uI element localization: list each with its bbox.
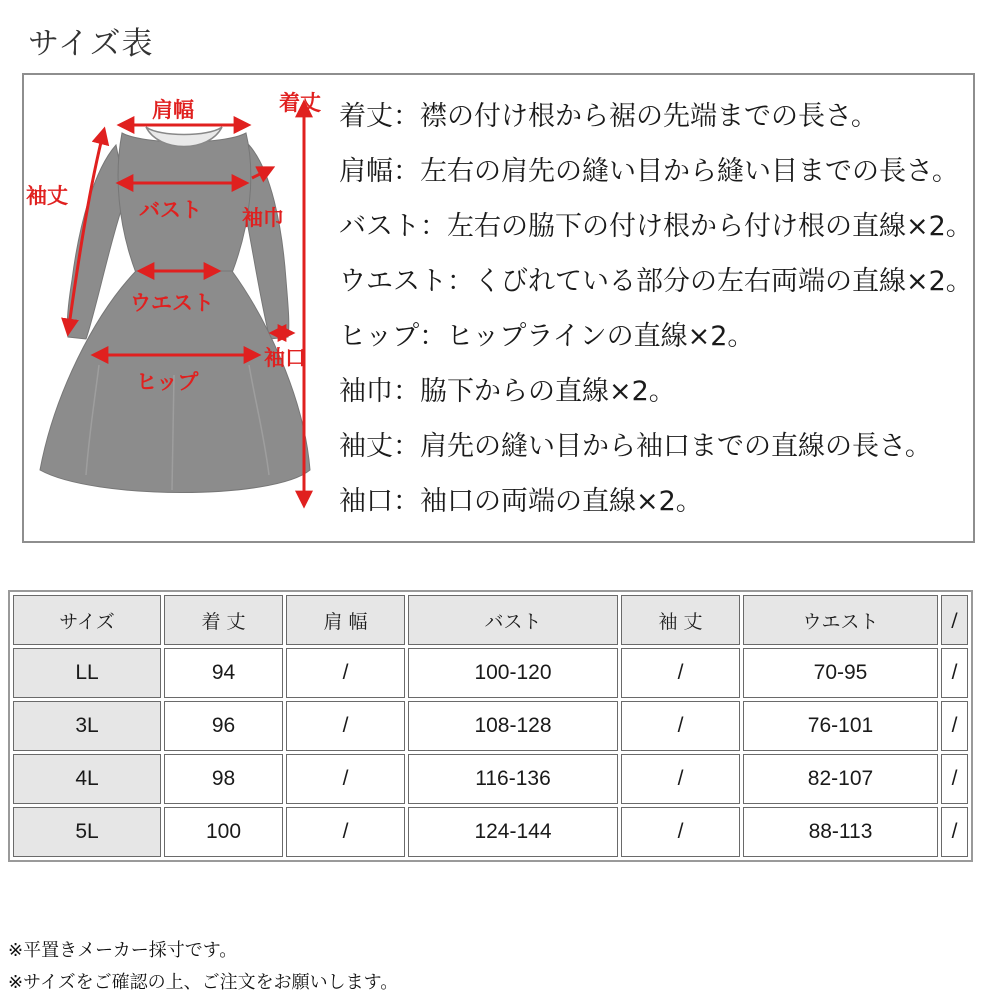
table-row xyxy=(13,754,968,804)
table-cell: / xyxy=(621,701,740,751)
header-cell: 肩 幅 xyxy=(286,595,405,645)
table-row xyxy=(13,701,968,751)
definition-item: ウエスト：くびれている部分の左右両端の直線×2。 xyxy=(339,266,973,297)
size-cell: 3L xyxy=(13,701,161,751)
header-cell: 着 丈 xyxy=(164,595,283,645)
table-cell: / xyxy=(286,701,405,751)
label-sleeve-width: 袖巾 xyxy=(242,206,284,230)
header-cell: サイズ xyxy=(13,595,161,645)
table-row xyxy=(13,648,968,698)
table-cell: 76-101 xyxy=(743,701,938,751)
table-row xyxy=(13,807,968,857)
label-cuff: 袖口 xyxy=(264,346,306,370)
label-shoulder: 肩幅 xyxy=(152,98,194,122)
size-cell: 4L xyxy=(13,754,161,804)
measurement-definitions xyxy=(339,89,973,529)
table-cell: 100-120 xyxy=(408,648,618,698)
table-cell: / xyxy=(286,754,405,804)
note-line: ※平置きメーカー採寸です。 xyxy=(8,940,238,961)
header-cell: バスト xyxy=(408,595,618,645)
table-cell: / xyxy=(941,648,968,698)
header-cell: / xyxy=(941,595,968,645)
header-cell: 袖 丈 xyxy=(621,595,740,645)
table-cell: 98 xyxy=(164,754,283,804)
definition-item: バスト：左右の脇下の付け根から付け根の直線×2。 xyxy=(339,211,973,242)
definition-item: 袖口：袖口の両端の直線×2。 xyxy=(339,486,703,517)
table-cell: / xyxy=(941,807,968,857)
definition-item: 袖丈：肩先の縫い目から袖口までの直線の長さ。 xyxy=(339,431,932,462)
notes xyxy=(8,935,398,999)
definition-item: ヒップ：ヒップラインの直線×2。 xyxy=(339,321,755,352)
label-waist: ウエスト xyxy=(130,291,214,315)
table-cell: / xyxy=(941,754,968,804)
table-cell: 116-136 xyxy=(408,754,618,804)
table-cell: / xyxy=(941,701,968,751)
table-cell: 96 xyxy=(164,701,283,751)
table-cell: / xyxy=(286,648,405,698)
table-cell: 94 xyxy=(164,648,283,698)
definition-item: 袖巾：脇下からの直線×2。 xyxy=(339,376,676,407)
table-cell: / xyxy=(286,807,405,857)
label-hip: ヒップ xyxy=(136,370,199,394)
label-sleeve-length: 袖丈 xyxy=(26,184,68,208)
table-cell: 124-144 xyxy=(408,807,618,857)
table-cell: / xyxy=(621,807,740,857)
table-cell: 88-113 xyxy=(743,807,938,857)
measurement-guide xyxy=(22,73,975,543)
table-cell: / xyxy=(621,754,740,804)
definition-item: 着丈：襟の付け根から裾の先端までの長さ。 xyxy=(339,101,878,132)
table-cell: / xyxy=(621,648,740,698)
table-header-row xyxy=(13,595,968,645)
table-cell: 100 xyxy=(164,807,283,857)
definition-item: 肩幅：左右の肩先の縫い目から縫い目までの長さ。 xyxy=(339,156,959,187)
size-table xyxy=(8,590,973,862)
table-cell: 108-128 xyxy=(408,701,618,751)
label-bust: バスト xyxy=(139,198,202,222)
size-cell: 5L xyxy=(13,807,161,857)
label-length: 着丈 xyxy=(279,91,321,115)
page-title: サイズ表 xyxy=(28,26,154,62)
note-line: ※サイズをご確認の上、ご注文をお願いします。 xyxy=(8,972,399,993)
table-cell: 70-95 xyxy=(743,648,938,698)
size-cell: LL xyxy=(13,648,161,698)
table-cell: 82-107 xyxy=(743,754,938,804)
header-cell: ウエスト xyxy=(743,595,938,645)
